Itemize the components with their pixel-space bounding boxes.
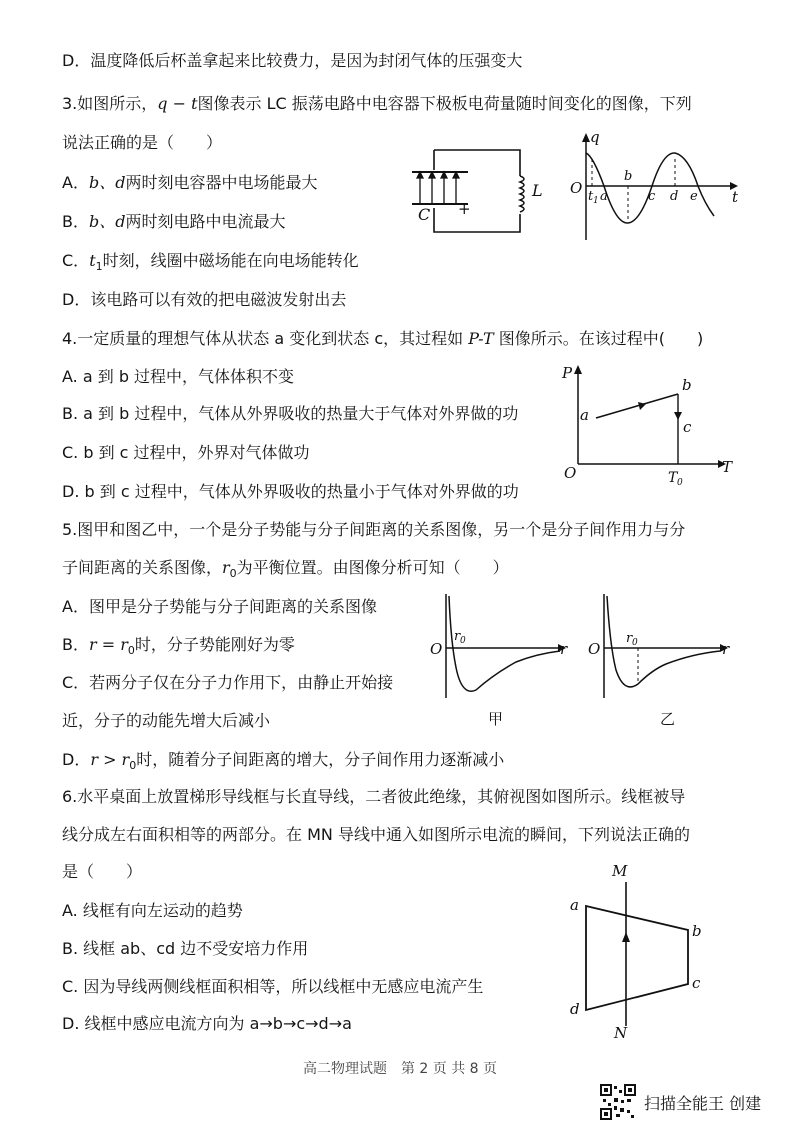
svg-text:t: t xyxy=(732,188,739,206)
q6-stem-line3: 是（ ） xyxy=(62,862,143,881)
q3-option-c: C．$t_1$时刻，线圈中磁场能在向电场能转化 xyxy=(62,251,359,274)
q5-option-b: B．$r = r_0$时，分子势能刚好为零 xyxy=(62,635,295,658)
q6-option-c: C. 因为导线两侧线框面积相等，所以线框中无感应电流产生 xyxy=(62,977,484,996)
q6-option-d: D. 线框中感应电流方向为 a→b→c→d→a xyxy=(62,1014,352,1033)
svg-text:r: r xyxy=(722,640,730,658)
caption-yi: 乙 xyxy=(660,710,676,728)
q6-stem-line1: 6.水平桌面上放置梯形导线框与长直导线，二者彼此绝缘，其俯视图如图所示。线框被导 xyxy=(62,787,686,806)
q-t-point-d: d xyxy=(670,189,679,204)
svg-text:c: c xyxy=(692,974,701,992)
caption-jia: 甲 xyxy=(488,710,504,728)
q-t-point-b: b xyxy=(624,169,633,184)
page-footer: 高二物理试题 第 2 页 共 8 页 xyxy=(302,1061,498,1077)
scanner-watermark xyxy=(600,1082,761,1122)
svg-text:b: b xyxy=(682,376,692,394)
q5-option-c-line1: C．若两分子仅在分子力作用下，由静止开始接 xyxy=(62,673,394,692)
q3-stem-line2: 说法正确的是（ ） xyxy=(62,133,223,152)
svg-text:0: 0 xyxy=(677,478,683,486)
svg-text:N: N xyxy=(614,1024,628,1040)
q3-stem-line1: 3.如图所示，q − t图像表示 LC 振荡电路中电容器下极板电荷量随时间变化的图像，下列 xyxy=(62,94,692,113)
svg-text:O: O xyxy=(430,640,443,658)
svg-text:t: t xyxy=(588,189,594,204)
svg-text:0: 0 xyxy=(460,636,466,646)
svg-text:b: b xyxy=(692,922,702,940)
q3-option-a: A．b、d两时刻电容器中电场能最大 xyxy=(62,173,318,192)
svg-text:O: O xyxy=(564,464,577,482)
q5-stem-line2: 子间距离的关系图像，$r_0$为平衡位置。由图像分析可知（ ） xyxy=(62,558,509,581)
q4-option-b: B. a 到 b 过程中，气体从外界吸收的热量大于气体对外界做的功 xyxy=(62,404,519,423)
svg-text:d: d xyxy=(570,1000,580,1018)
q-t-graph xyxy=(562,130,742,244)
graph-yi xyxy=(586,586,736,732)
q4-option-c: C. b 到 c 过程中，外界对气体做功 xyxy=(62,443,310,462)
q3-option-d: D．该电路可以有效的把电磁波发射出去 xyxy=(62,290,347,309)
svg-text:q: q xyxy=(590,130,600,146)
svg-text:a: a xyxy=(580,406,589,424)
trapezoid-wire-figure xyxy=(560,862,720,1040)
svg-text:c: c xyxy=(683,418,692,436)
q6-option-a: A. 线框有向左运动的趋势 xyxy=(62,901,243,920)
svg-text:T: T xyxy=(722,458,733,476)
q3-option-b: B．b、d两时刻电路中电流最大 xyxy=(62,212,286,231)
q6-option-b: B. 线框 ab、cd 边不受安培力作用 xyxy=(62,939,309,958)
qr-code-icon xyxy=(600,1084,636,1120)
q4-stem: 4.一定质量的理想气体从状态 a 变化到状态 c，其过程如 P-T 图像所示。在该过程中( ) xyxy=(62,329,704,348)
q2-option-d: D．温度降低后杯盖拿起来比较费力，是因为封闭气体的压强变大 xyxy=(62,51,523,70)
q-t-point-c: c xyxy=(648,189,656,204)
q6-stem-line2: 线分成左右面积相等的两部分。在 MN 导线中通入如图所示电流的瞬间，下列说法正确的 xyxy=(62,825,690,844)
svg-text:O: O xyxy=(588,640,601,658)
svg-text:r: r xyxy=(454,629,461,644)
q-t-point-e: e xyxy=(690,189,698,204)
svg-text:0: 0 xyxy=(632,638,638,648)
graph-jia xyxy=(424,586,574,732)
scanner-text: 扫描全能王 创建 xyxy=(644,1093,762,1113)
q5-option-c-line2: 近，分子的动能先增大后减小 xyxy=(62,711,271,730)
q5-stem-line1: 5.图甲和图乙中，一个是分子势能与分子间距离的关系图像，另一个是分子间作用力与分 xyxy=(62,520,686,539)
q5-option-a: A．图甲是分子势能与分子间距离的关系图像 xyxy=(62,597,377,616)
svg-text:O: O xyxy=(570,179,583,197)
q-t-point-a: a xyxy=(600,189,608,204)
svg-text:a: a xyxy=(570,896,579,914)
p-t-graph xyxy=(556,360,736,486)
inductor-label: L xyxy=(532,181,543,200)
q4-option-a: A. a 到 b 过程中，气体体积不变 xyxy=(62,367,295,386)
svg-text:M: M xyxy=(612,862,628,880)
svg-text:r: r xyxy=(560,640,568,658)
lc-circuit-figure xyxy=(408,140,558,240)
svg-text:1: 1 xyxy=(593,196,599,206)
capacitor-label: C xyxy=(418,205,431,224)
q4-option-d: D. b 到 c 过程中，气体从外界吸收的热量小于气体对外界做的功 xyxy=(62,482,519,501)
svg-text:r: r xyxy=(626,631,633,646)
plus-sign: + xyxy=(458,200,471,218)
svg-text:T: T xyxy=(668,470,678,486)
svg-text:P: P xyxy=(562,364,573,382)
q5-option-d: D．$r > r_0$时，随着分子间距离的增大，分子间作用力逐渐减小 xyxy=(62,750,505,773)
